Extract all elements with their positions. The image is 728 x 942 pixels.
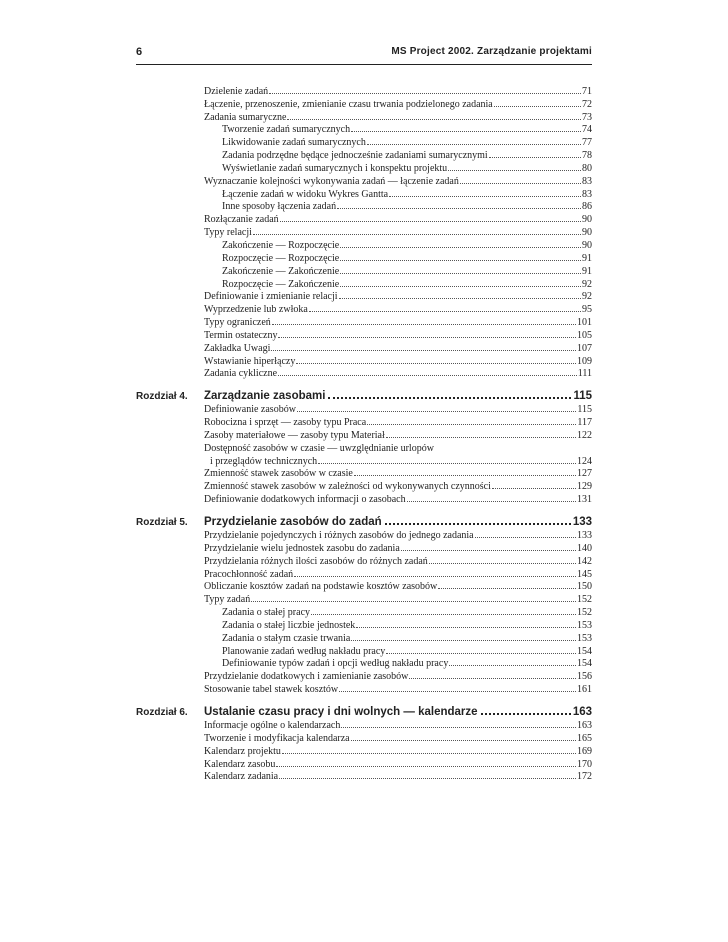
toc-chapter-heading xyxy=(136,384,592,402)
toc-page-number: 131 xyxy=(577,494,592,506)
toc-page-number: 170 xyxy=(577,758,592,770)
toc-page-number: 154 xyxy=(577,658,592,670)
dot-leader xyxy=(481,713,571,715)
toc-page-number: 71 xyxy=(582,85,592,97)
dot-leader xyxy=(409,678,576,679)
toc-entry-title: Typy ograniczeń xyxy=(204,317,271,329)
toc-chapter-heading xyxy=(136,510,592,528)
running-header xyxy=(136,40,592,65)
toc-page-number: 92 xyxy=(582,291,592,303)
toc-entry-title: Inne sposoby łączenia zadań xyxy=(222,201,337,213)
dot-leader xyxy=(401,550,576,551)
toc-page-number: 90 xyxy=(582,214,592,226)
dot-leader xyxy=(475,537,576,538)
toc-subentry xyxy=(136,238,592,251)
toc-page-number: 145 xyxy=(577,568,592,580)
toc-page-number: 127 xyxy=(577,468,592,480)
toc-subentry xyxy=(136,644,592,657)
toc-entry-title: Przydzielanie pojedynczych i różnych zasobów do jednego zadania xyxy=(204,530,474,541)
toc-entry xyxy=(136,669,592,682)
toc-entry-title: Dostępność zasobów w czasie — uwzględnianie urlopów xyxy=(204,442,434,454)
toc-subentry xyxy=(136,123,592,136)
dot-leader xyxy=(340,260,581,261)
dot-leader xyxy=(282,753,576,754)
toc-entry xyxy=(136,592,592,605)
toc-entry xyxy=(136,541,592,554)
toc-entry xyxy=(136,567,592,580)
toc-entry-title: Rozpoczęcie — Zakończenie xyxy=(222,278,340,290)
toc-page-number: 172 xyxy=(577,771,592,783)
toc-entry xyxy=(136,110,592,123)
page-number: 6 xyxy=(136,46,143,58)
chapter-title: Zarządzanie zasobami xyxy=(204,390,326,403)
toc-page-number: 122 xyxy=(577,429,592,441)
toc-entry xyxy=(136,554,592,567)
toc-page-number: 165 xyxy=(577,732,592,744)
toc-entry-title: Zadania o stałym czasie trwania xyxy=(222,632,351,644)
dot-leader xyxy=(449,665,576,666)
toc-page-number: 156 xyxy=(577,671,592,683)
dot-leader xyxy=(337,208,581,209)
dot-leader xyxy=(297,411,576,412)
chapter-page-number: 163 xyxy=(572,706,592,719)
dot-leader xyxy=(279,778,576,779)
dot-leader xyxy=(460,183,581,184)
chapter-label: Rozdział 6. xyxy=(136,707,188,719)
dot-leader xyxy=(253,234,581,235)
toc-subentry xyxy=(136,264,592,277)
toc-subentry xyxy=(136,187,592,200)
toc-entry-title: Przydzielanie wielu jednostek zasobu do zadania xyxy=(204,542,400,554)
toc-entry xyxy=(136,731,592,744)
dot-leader xyxy=(340,247,581,248)
toc-entry-title: Zadania sumaryczne xyxy=(204,111,287,123)
toc-entry-title: Tworzenie zadań sumarycznych xyxy=(222,124,351,136)
toc-entry-title: Rozłączanie zadań xyxy=(204,214,279,226)
dot-leader xyxy=(492,488,576,489)
toc-page-number: 105 xyxy=(577,329,592,341)
toc-entry xyxy=(136,479,592,492)
toc-page-number: 111 xyxy=(577,368,592,380)
toc-entry-title: Zadania o stałej pracy xyxy=(222,607,311,619)
toc-subentry xyxy=(136,618,592,631)
toc-page-number: 78 xyxy=(582,150,592,162)
toc-entry-line xyxy=(204,441,434,454)
toc-page-number: 95 xyxy=(582,304,592,316)
toc-entry-title: Przydzielania różnych ilości zasobów do różnych zadań xyxy=(204,555,428,567)
toc-entry xyxy=(136,212,592,225)
dot-leader xyxy=(385,523,571,525)
toc-page-number: 83 xyxy=(582,175,592,187)
toc-page-number: 92 xyxy=(582,278,592,290)
toc-entry-title: Kalendarz zadania xyxy=(204,771,279,783)
toc-entry xyxy=(136,492,592,505)
toc-entry xyxy=(136,290,592,303)
toc-entry xyxy=(136,225,592,238)
dot-leader xyxy=(389,196,581,197)
dot-leader xyxy=(328,397,571,399)
dot-leader xyxy=(367,424,576,425)
toc-page-number: 153 xyxy=(577,632,592,644)
toc-entry-title: Definiowanie typów zadań i opcji według nakładu pracy xyxy=(222,658,449,670)
dot-leader xyxy=(269,93,581,94)
dot-leader xyxy=(407,501,576,502)
dot-leader xyxy=(386,653,576,654)
dot-leader xyxy=(367,144,581,145)
toc-page-number: 74 xyxy=(582,124,592,136)
toc-entry xyxy=(136,328,592,341)
toc-page-number: 90 xyxy=(582,239,592,251)
toc-entry-title: Przydzielanie dodatkowych i zamienianie zasobów xyxy=(204,671,409,683)
toc-entry xyxy=(136,367,592,380)
toc-page-number: 83 xyxy=(582,188,592,200)
toc-chapter-heading xyxy=(136,700,592,718)
toc-entry-title: Wyznaczanie kolejności wykonywania zadań — łączenie zadań xyxy=(204,175,459,187)
toc-entry xyxy=(136,528,592,541)
toc-page-number: 101 xyxy=(577,317,592,329)
toc-entry-title: Zadania podrzędne będące jednocześnie zadaniami sumarycznymi xyxy=(222,150,488,162)
toc-entry-title: Informacje ogólne o kalendarzach xyxy=(204,719,341,731)
dot-leader xyxy=(386,437,576,438)
toc-entry-title: Łączenie, przenoszenie, zmienianie czasu trwania podzielonego zadania xyxy=(204,98,493,110)
toc-entry-title: Definiowanie dodatkowych informacji o zasobach xyxy=(204,494,406,506)
toc-page-number: 91 xyxy=(582,265,592,277)
dot-leader xyxy=(351,640,576,641)
toc-entry-title: Zakończenie — Zakończenie xyxy=(222,265,340,277)
toc-subentry xyxy=(136,148,592,161)
dot-leader xyxy=(276,766,576,767)
dot-leader xyxy=(271,350,576,351)
toc-entry-title: Wyświetlanie zadań sumarycznych i konspektu projektu xyxy=(222,162,448,174)
toc-entry-title: Wstawianie hiperłączy xyxy=(204,355,296,367)
toc-entry-title: Likwidowanie zadań sumarycznych xyxy=(222,137,366,149)
toc-page-number: 169 xyxy=(577,745,592,757)
toc-entry xyxy=(136,302,592,315)
dot-leader xyxy=(311,614,576,615)
toc-entry xyxy=(136,97,592,110)
toc-entry xyxy=(136,84,592,97)
toc-entry-title: Zakładka Uwagi xyxy=(204,342,271,354)
dot-leader xyxy=(272,324,576,325)
dot-leader xyxy=(339,298,581,299)
toc-entry xyxy=(136,174,592,187)
toc-page-number: 152 xyxy=(577,594,592,606)
chapter-page-number: 133 xyxy=(572,516,592,529)
dot-leader xyxy=(278,375,577,376)
toc-page-number: 124 xyxy=(577,455,592,467)
toc-page-number: 163 xyxy=(577,719,592,731)
toc-entry-title: Zadania cykliczne xyxy=(204,368,278,380)
toc-entry-title: Kalendarz projektu xyxy=(204,745,281,757)
chapter-label: Rozdział 5. xyxy=(136,517,188,529)
chapter-page-number: 115 xyxy=(573,390,592,403)
toc-entry-title: Typy relacji xyxy=(204,227,252,239)
toc-entry xyxy=(136,341,592,354)
toc-entry-title: Dzielenie zadań xyxy=(204,85,269,97)
toc-entry-title: Zakończenie — Rozpoczęcie xyxy=(222,239,340,251)
dot-leader xyxy=(351,131,581,132)
dot-leader xyxy=(354,475,576,476)
toc-entry-title: Zmienność stawek zasobów w czasie xyxy=(204,468,353,480)
toc-subentry xyxy=(136,251,592,264)
dot-leader xyxy=(294,576,576,577)
running-title: MS Project 2002. Zarządzanie projektami xyxy=(391,46,592,57)
toc-entry-title: Typy zadań xyxy=(204,594,251,606)
toc-page-number: 117 xyxy=(577,417,592,429)
dot-leader xyxy=(287,119,581,120)
toc-entry-title: Pracochłonność zadań xyxy=(204,568,294,580)
dot-leader xyxy=(489,157,581,158)
toc-entry xyxy=(136,428,592,441)
dot-leader xyxy=(318,463,576,464)
toc-entry-title: Wyprzedzenie lub zwłoka xyxy=(204,304,308,316)
dot-leader xyxy=(280,221,581,222)
toc-entry-title: Robocizna i sprzęt — zasoby typu Praca xyxy=(204,417,367,429)
toc-page-number: 129 xyxy=(577,481,592,493)
toc-subentry xyxy=(136,605,592,618)
toc-subentry xyxy=(136,161,592,174)
dot-leader xyxy=(340,286,581,287)
toc-page-number: 72 xyxy=(582,98,592,110)
toc-entry-title: Rozpoczęcie — Rozpoczęcie xyxy=(222,252,340,264)
toc-entry-title: Łączenie zadań w widoku Wykres Gantta xyxy=(222,188,389,200)
dot-leader xyxy=(494,106,581,107)
toc-entry-title: Planowanie zadań według nakładu pracy xyxy=(222,645,386,657)
dot-leader xyxy=(429,563,576,564)
toc-entry xyxy=(136,315,592,328)
toc-page-number: 161 xyxy=(577,684,592,696)
toc-entry xyxy=(136,757,592,770)
toc-entry xyxy=(136,718,592,731)
toc-page-number: 109 xyxy=(577,355,592,367)
toc-entry xyxy=(136,682,592,695)
toc-page-number: 90 xyxy=(582,227,592,239)
chapter-label: Rozdział 4. xyxy=(136,391,188,403)
dot-leader xyxy=(356,627,576,628)
table-of-contents xyxy=(136,84,592,782)
dot-leader xyxy=(278,337,576,338)
toc-entry-title: Kalendarz zasobu xyxy=(204,758,276,770)
toc-page-number: 80 xyxy=(582,162,592,174)
toc-entry xyxy=(136,770,592,783)
toc-page-number: 91 xyxy=(582,252,592,264)
toc-page-number: 153 xyxy=(577,619,592,631)
chapter-title: Ustalanie czasu pracy i dni wolnych — kalendarze xyxy=(204,706,478,719)
toc-entry xyxy=(136,467,592,480)
dot-leader xyxy=(339,691,576,692)
toc-page-number: 154 xyxy=(577,645,592,657)
toc-subentry xyxy=(136,657,592,670)
toc-entry-title: Zasoby materiałowe — zasoby typu Materiał xyxy=(204,429,385,441)
dot-leader xyxy=(296,363,576,364)
toc-entry-title: Zadania o stałej liczbie jednostek xyxy=(222,619,356,631)
dot-leader xyxy=(438,588,576,589)
toc-page-number: 115 xyxy=(577,404,592,416)
toc-subentry xyxy=(136,277,592,290)
toc-entry xyxy=(136,744,592,757)
dot-leader xyxy=(340,273,581,274)
toc-page-number: 73 xyxy=(582,111,592,123)
dot-leader xyxy=(309,311,581,312)
toc-subentry xyxy=(136,200,592,213)
dot-leader xyxy=(448,170,581,171)
toc-page-number: 86 xyxy=(582,201,592,213)
toc-page-number: 140 xyxy=(577,542,592,554)
dot-leader xyxy=(251,601,576,602)
toc-page-number: 150 xyxy=(577,581,592,593)
toc-page-number: 142 xyxy=(577,555,592,567)
toc-page-number: 107 xyxy=(577,342,592,354)
toc-entry-title: Zmienność stawek zasobów w zależności od wykonywanych czynności xyxy=(204,481,491,493)
toc-entry-title: Stosowanie tabel stawek kosztów xyxy=(204,684,339,696)
dot-leader xyxy=(341,727,576,728)
toc-subentry xyxy=(136,135,592,148)
toc-entry xyxy=(136,415,592,428)
toc-entry-title: Definiowanie zasobów xyxy=(204,404,296,416)
toc-subentry xyxy=(136,631,592,644)
toc-entry-title: Termin ostateczny xyxy=(204,329,278,341)
dot-leader xyxy=(351,740,576,741)
toc-entry-title-continued: i przeglądów technicznych xyxy=(210,455,318,467)
toc-entry xyxy=(136,354,592,367)
toc-page-number: 133 xyxy=(577,530,592,541)
toc-page-number: 152 xyxy=(577,607,592,619)
toc-entry-title: Tworzenie i modyfikacja kalendarza xyxy=(204,732,350,744)
toc-entry xyxy=(136,441,592,467)
toc-entry-title: Definiowanie i zmienianie relacji xyxy=(204,291,338,303)
toc-page-number: 77 xyxy=(582,137,592,149)
toc-entry xyxy=(136,580,592,593)
toc-entry-line xyxy=(204,454,592,467)
chapter-title: Przydzielanie zasobów do zadań xyxy=(204,516,382,529)
toc-entry-title: Obliczanie kosztów zadań na podstawie kosztów zasobów xyxy=(204,581,438,593)
toc-entry xyxy=(136,402,592,415)
